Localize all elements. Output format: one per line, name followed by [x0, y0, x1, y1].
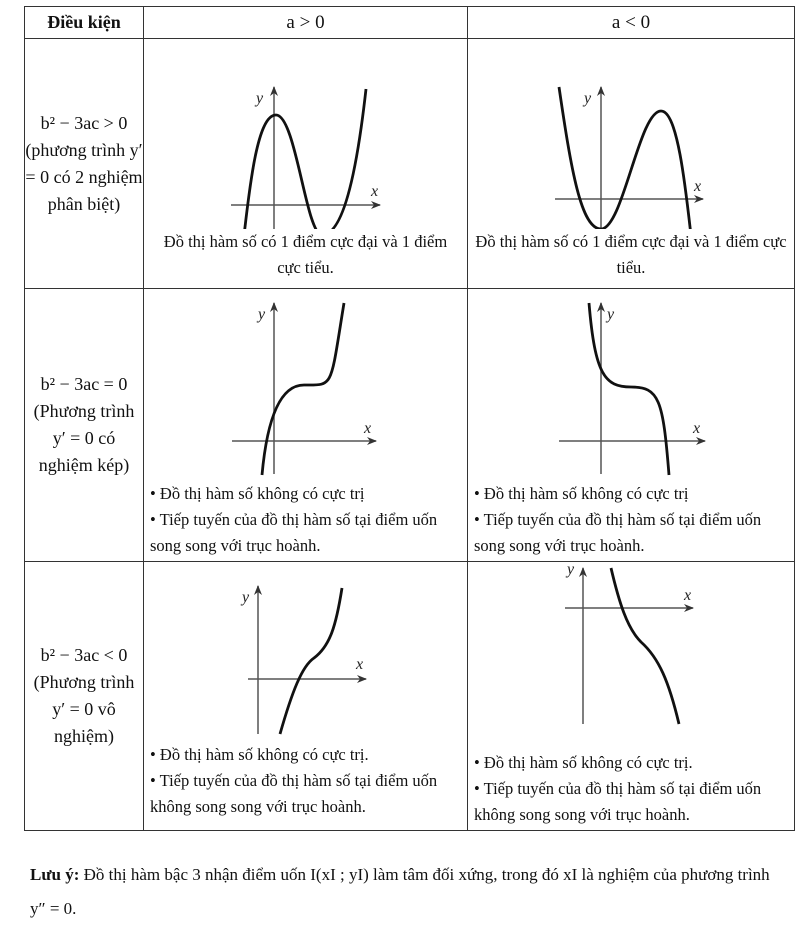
condition-cell-2 [25, 289, 144, 562]
condition-text-2: (Phương trình y′ = 0 có nghiệm kép) [33, 401, 135, 475]
header-a-negative: a < 0 [468, 7, 795, 39]
bullets-3-neg [468, 750, 794, 828]
graph-cell-2-pos [144, 289, 468, 562]
y-axis-label: y [257, 306, 265, 323]
header-a-positive: a > 0 [144, 7, 468, 39]
graph-double-root-a-neg [471, 289, 791, 481]
graph-cell-3-neg [468, 562, 795, 831]
cubic-curve [280, 588, 342, 734]
bullet-item: • Tiếp tuyến của đồ thị hàm số tại điểm uốn song song với trục hoành. [474, 510, 762, 555]
graph-two-extrema-a-pos [146, 39, 466, 229]
x-axis-label: x [684, 587, 692, 604]
bullet-item: • Tiếp tuyến của đồ thị hàm số tại điểm uốn song song với trục hoành. [150, 510, 438, 555]
graph-cell-1-neg [468, 39, 795, 289]
graph-cell-1-pos [144, 39, 468, 289]
cubic-curve [242, 89, 366, 229]
bullet-item: • Đồ thị hàm số không có cực trị. [150, 745, 369, 764]
cubic-curve [611, 568, 679, 724]
y-axis-label: y [567, 562, 575, 578]
graph-two-extrema-a-neg [471, 39, 791, 229]
y-axis-label: y [241, 589, 249, 606]
bullets-3-pos [144, 742, 467, 820]
condition-text-3: (Phương trình y′ = 0 vô nghiệm) [33, 672, 135, 746]
y-axis-label: y [607, 306, 615, 323]
x-axis-label: x [370, 183, 378, 200]
condition-cell-3 [25, 562, 144, 831]
cubic-function-table [24, 6, 795, 831]
note-label: Lưu ý: [30, 865, 80, 884]
note [30, 858, 780, 926]
bullets-2-neg [468, 481, 794, 559]
bullet-item: • Tiếp tuyến của đồ thị hàm số tại điểm uốn không song song với trục hoành. [474, 779, 762, 824]
condition-cell-1 [25, 39, 144, 289]
y-axis-label: y [255, 90, 263, 107]
x-axis-label: x [363, 420, 371, 437]
condition-text-1: (phương trình y′ = 0 có 2 nghiệm phân biệt) [25, 139, 143, 214]
caption-1-pos: Đồ thị hàm số có 1 điểm cực đại và 1 điểm cực tiểu. [163, 232, 448, 277]
cubic-curve [559, 87, 693, 229]
condition-formula-1: b² − 3ac > 0 [40, 112, 128, 133]
bullets-2-pos [144, 481, 467, 559]
bullet-item: • Đồ thị hàm số không có cực trị [150, 484, 365, 503]
bullet-item: • Đồ thị hàm số không có cực trị. [474, 753, 693, 772]
graph-no-root-a-pos [146, 562, 466, 742]
graph-double-root-a-pos [146, 289, 466, 481]
note-text: Đồ thị hàm bậc 3 nhận điểm uốn I(xI ; yI) làm tâm đối xứng, trong đó xI là nghiệm của phương trình y″ = 0. [30, 865, 770, 918]
y-axis-label: y [584, 90, 592, 107]
header-condition: Điều kiện [25, 7, 144, 39]
graph-no-root-a-neg [471, 562, 791, 750]
x-axis-label: x [355, 656, 363, 673]
caption-1-neg: Đồ thị hàm số có 1 điểm cực đại và 1 điểm cực tiểu. [475, 232, 787, 277]
condition-formula-3: b² − 3ac < 0 [40, 645, 128, 665]
bullet-item: • Tiếp tuyến của đồ thị hàm số tại điểm uốn không song song với trục hoành. [150, 771, 438, 816]
x-axis-label: x [693, 420, 701, 437]
x-axis-label: x [694, 178, 702, 195]
bullet-item: • Đồ thị hàm số không có cực trị [474, 484, 689, 503]
condition-formula-2: b² − 3ac = 0 [40, 374, 128, 394]
graph-cell-2-neg [468, 289, 795, 562]
graph-cell-3-pos [144, 562, 468, 831]
